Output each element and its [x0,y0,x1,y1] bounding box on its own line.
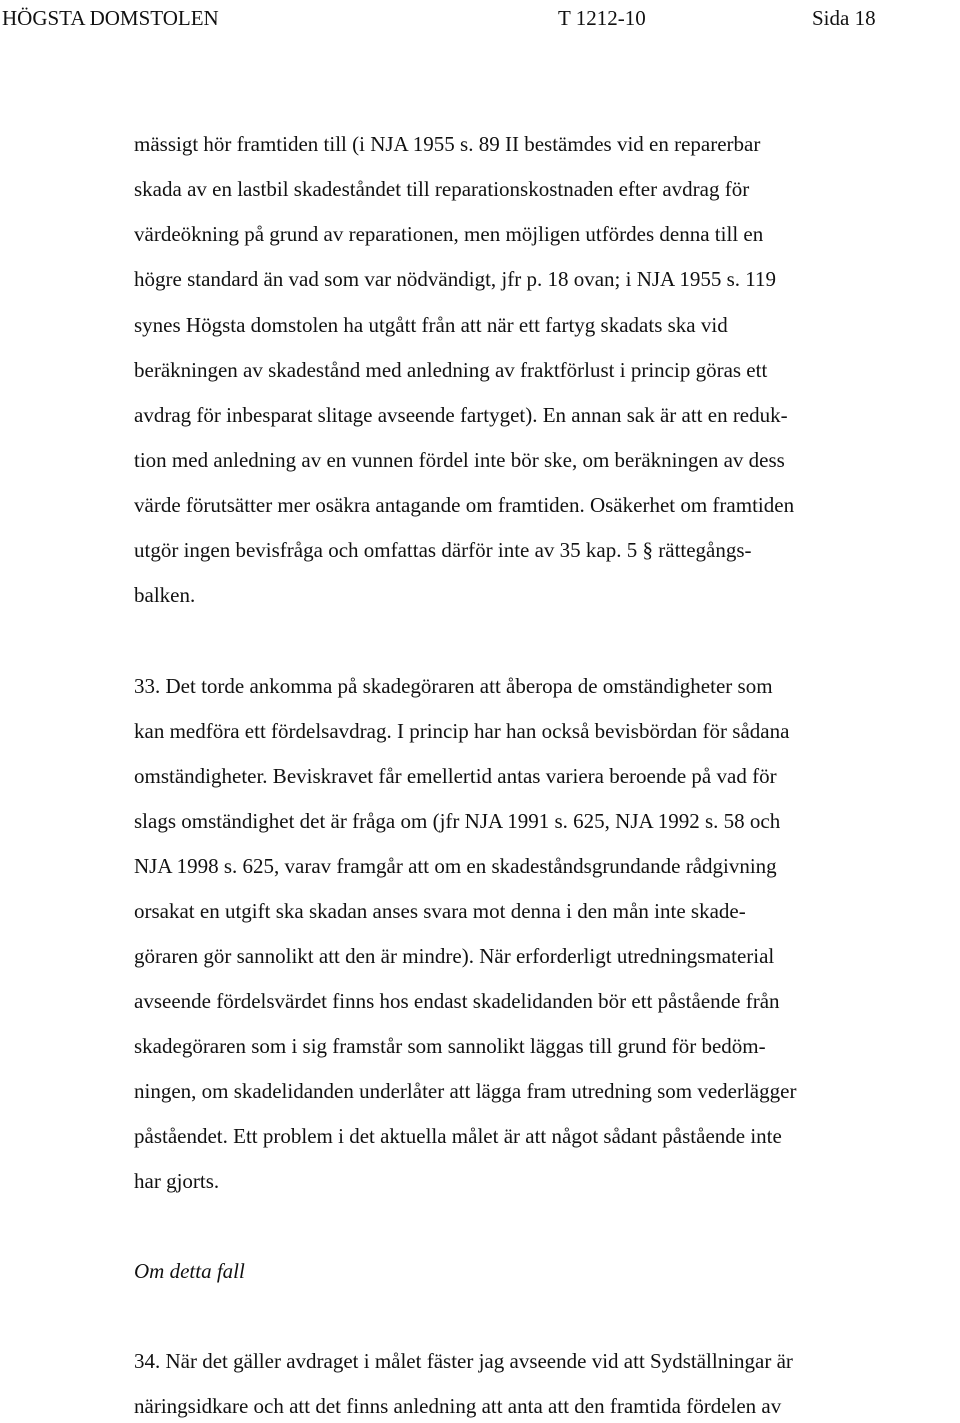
text-line: skada av en lastbil skadeståndet till reparationskostnaden efter avdrag för [134,177,750,201]
section-heading: Om detta fall [134,1259,245,1283]
text-line: skadegöraren som i sig framstår som sannolikt läggas till grund för bedöm- [134,1034,766,1058]
text-line: mässigt hör framtiden till (i NJA 1955 s. 89 II bestämdes vid en reparerbar [134,132,761,156]
text-line: värde förutsätter mer osäkra antagande om framtiden. Osäkerhet om framtiden [134,493,795,517]
text-line: NJA 1998 s. 625, varav framgår att om en skadeståndsgrundande rådgivning [134,854,777,878]
text-line: beräkningen av skadestånd med anledning av fraktförlust i princip göras ett [134,358,768,382]
text-line: göraren gör sannolikt att den är mindre). När erforderligt utredningsmaterial [134,944,775,968]
text-line: näringsidkare och att det finns anledning att anta att den framtida fördelen av [134,1394,782,1418]
text-line: kan medföra ett fördelsavdrag. I princip har han också bevisbördan för sådana [134,719,790,743]
text-line: påståendet. Ett problem i det aktuella målet är att något sådant påstående inte [134,1124,782,1148]
text-line: slags omständighet det är fråga om (jfr NJA 1991 s. 625, NJA 1992 s. 58 och [134,809,781,833]
page-number: Sida 18 [812,6,876,30]
page-header [0,2,960,34]
text-line: omständigheter. Beviskravet får emellertid antas variera beroende på vad för [134,764,777,788]
text-line: balken. [134,583,196,607]
text-line: värdeökning på grund av reparationen, men möjligen utfördes denna till en [134,222,764,246]
text-line: avseende fördelsvärdet finns hos endast skadelidanden bör ett påstående från [134,989,780,1013]
case-number: T 1212-10 [558,6,646,30]
text-line: 34. När det gäller avdraget i målet fäster jag avseende vid att Sydställningar är [134,1349,793,1373]
text-line: orsakat en utgift ska skadan anses svara mot denna i den mån inte skade- [134,899,746,923]
text-line: avdrag för inbesparat slitage avseende fartyget). En annan sak är att en reduk- [134,403,788,427]
text-line: har gjorts. [134,1169,220,1193]
text-line: utgör ingen bevisfråga och omfattas därför inte av 35 kap. 5 § rättegångs- [134,538,752,562]
text-line: tion med anledning av en vunnen fördel inte bör ske, om beräkningen av dess [134,448,785,472]
court-name: HÖGSTA DOMSTOLEN [2,6,219,30]
text-line: högre standard än vad som var nödvändigt, jfr p. 18 ovan; i NJA 1955 s. 119 [134,267,776,291]
text-line: synes Högsta domstolen ha utgått från att när ett fartyg skadats ska vid [134,313,728,337]
text-line: 33. Det torde ankomma på skadegöraren att åberopa de omständigheter som [134,674,773,698]
text-line: ningen, om skadelidanden underlåter att lägga fram utredning som vederlägger [134,1079,797,1103]
